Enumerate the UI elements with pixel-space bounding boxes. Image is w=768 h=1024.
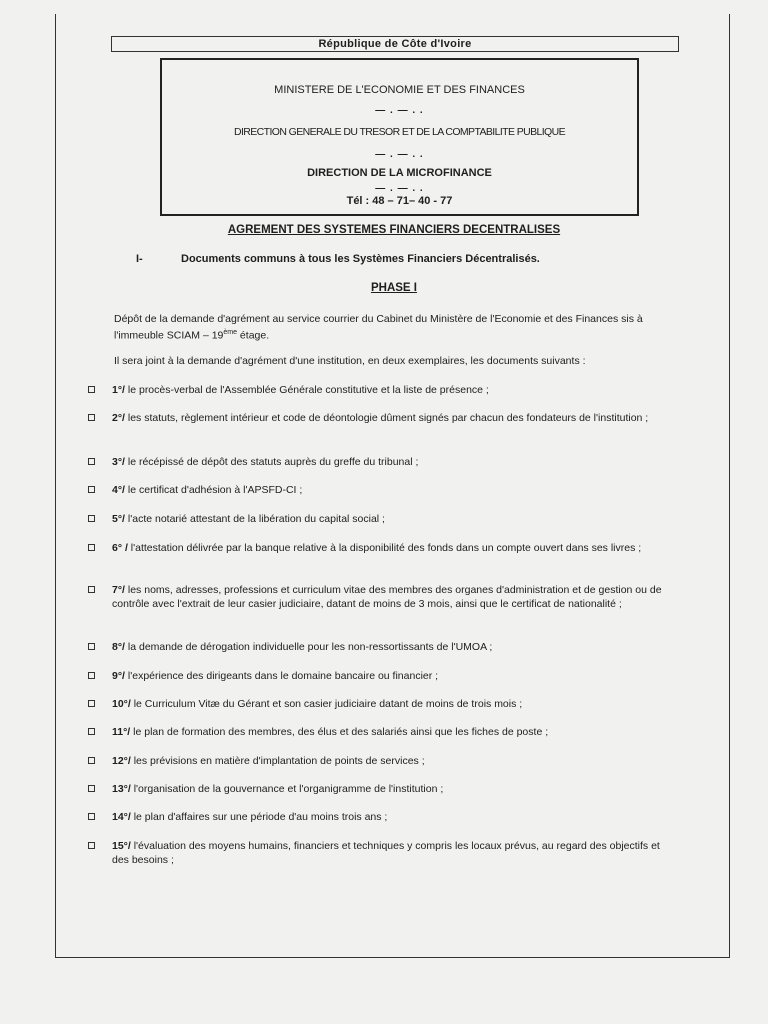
document-title: AGREMENT DES SYSTEMES FINANCIERS DECENTRALISES xyxy=(227,224,561,236)
documents-intro: Il sera joint à la demande d'agrément d'une institution, en deux exemplaires, les documents suivants : xyxy=(114,355,586,367)
ministry-header-box xyxy=(160,58,639,216)
separator-1: — . — . . xyxy=(375,105,424,116)
section-heading: Documents communs à tous les Systèmes Financiers Décentralisés. xyxy=(181,253,540,265)
checkbox-bullet-icon xyxy=(88,414,95,421)
checkbox-bullet-icon xyxy=(88,515,95,522)
checkbox-bullet-icon xyxy=(88,813,95,820)
checkbox-bullet-icon xyxy=(88,672,95,679)
phase-heading: PHASE I xyxy=(370,282,417,294)
phone-number: Tél : 48 – 71– 40 - 77 xyxy=(346,195,453,207)
checkbox-bullet-icon xyxy=(88,544,95,551)
checkbox-bullet-icon xyxy=(88,586,95,593)
direction-microfinance: DIRECTION DE LA MICROFINANCE xyxy=(307,167,492,179)
separator-2: — . — . . xyxy=(375,149,424,160)
checkbox-bullet-icon xyxy=(88,643,95,650)
checkbox-bullet-icon xyxy=(88,842,95,849)
checkbox-bullet-icon xyxy=(88,458,95,465)
checkbox-bullet-icon xyxy=(88,728,95,735)
direction-generale: DIRECTION GENERALE DU TRESOR ET DE LA COMPTABILITE PUBLIQUE xyxy=(233,126,565,138)
separator-3: — . — . . xyxy=(375,183,424,194)
deposit-text-end: étage. xyxy=(237,329,270,342)
deposit-text: Dépôt de la demande d'agrément au service courrier du Cabinet du Ministère de l'Economie et des Finances sis à l'immeuble SCIAM – 19 xyxy=(114,313,643,342)
checkbox-bullet-icon xyxy=(88,700,95,707)
section-number: I- xyxy=(136,253,143,265)
checkbox-bullet-icon xyxy=(88,785,95,792)
ministry-name: MINISTERE DE L'ECONOMIE ET DES FINANCES xyxy=(274,84,525,96)
republic-banner: République de Côte d'Ivoire xyxy=(111,36,679,52)
checkbox-bullet-icon xyxy=(88,486,95,493)
floor-superscript: ème xyxy=(223,329,238,336)
deposit-paragraph xyxy=(114,312,676,343)
checkbox-bullet-icon xyxy=(88,386,95,393)
checkbox-bullet-icon xyxy=(88,757,95,764)
